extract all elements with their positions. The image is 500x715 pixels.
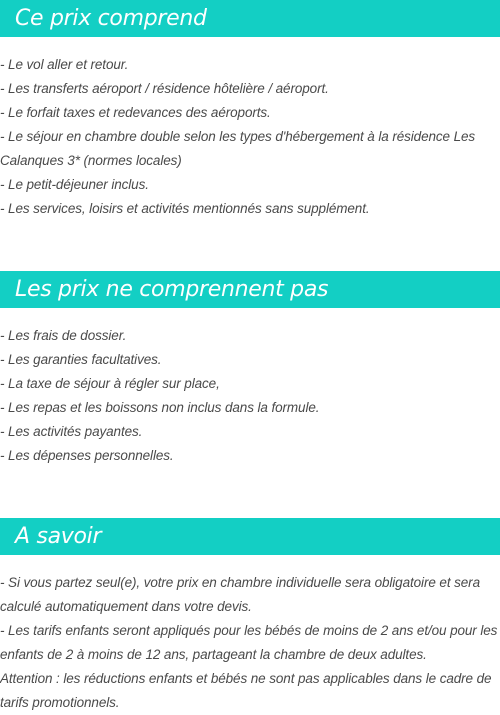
list-item: Attention : les réductions enfants et bébés ne sont pas applicables dans le cadre de tarifs promotionnels. — [0, 671, 492, 710]
list-item: - Le forfait taxes et redevances des aéroports. — [0, 105, 271, 120]
section-header-a-savoir: A savoir — [0, 518, 500, 555]
list-item: - Les dépenses personnelles. — [0, 448, 174, 463]
section-header-ce-prix-comprend: Ce prix comprend — [0, 0, 500, 37]
list-item: - Les garanties facultatives. — [0, 352, 162, 367]
list-item: - Le séjour en chambre double selon les types d'hébergement à la résidence Les Calanques 3* (normes locales) — [0, 129, 476, 168]
list-item: - Si vous partez seul(e), votre prix en chambre individuelle sera obligatoire et sera calculé automatiquement dans votre devis. — [0, 575, 480, 614]
list-item: - Les tarifs enfants seront appliqués pour les bébés de moins de 2 ans et/ou pour les enfants de 2 à moins de 12 ans, partageant la chambre de deux adultes. — [0, 623, 498, 662]
list-item: - Les repas et les boissons non inclus dans la formule. — [0, 400, 320, 415]
section-header-prix-ne-comprennent-pas: Les prix ne comprennent pas — [0, 271, 500, 308]
section-body-a-savoir — [0, 571, 500, 715]
list-item: - Les frais de dossier. — [0, 328, 127, 343]
list-item: - Les services, loisirs et activités mentionnés sans supplément. — [0, 201, 370, 216]
list-item: - Le petit-déjeuner inclus. — [0, 177, 149, 192]
section-body-ce-prix-comprend — [0, 53, 500, 221]
list-item: - Les transferts aéroport / résidence hôtelière / aéroport. — [0, 81, 329, 96]
list-item: - Les activités payantes. — [0, 424, 143, 439]
list-item: - La taxe de séjour à régler sur place, — [0, 376, 220, 391]
list-item: - Le vol aller et retour. — [0, 57, 129, 72]
section-body-prix-ne-comprennent-pas — [0, 324, 500, 468]
